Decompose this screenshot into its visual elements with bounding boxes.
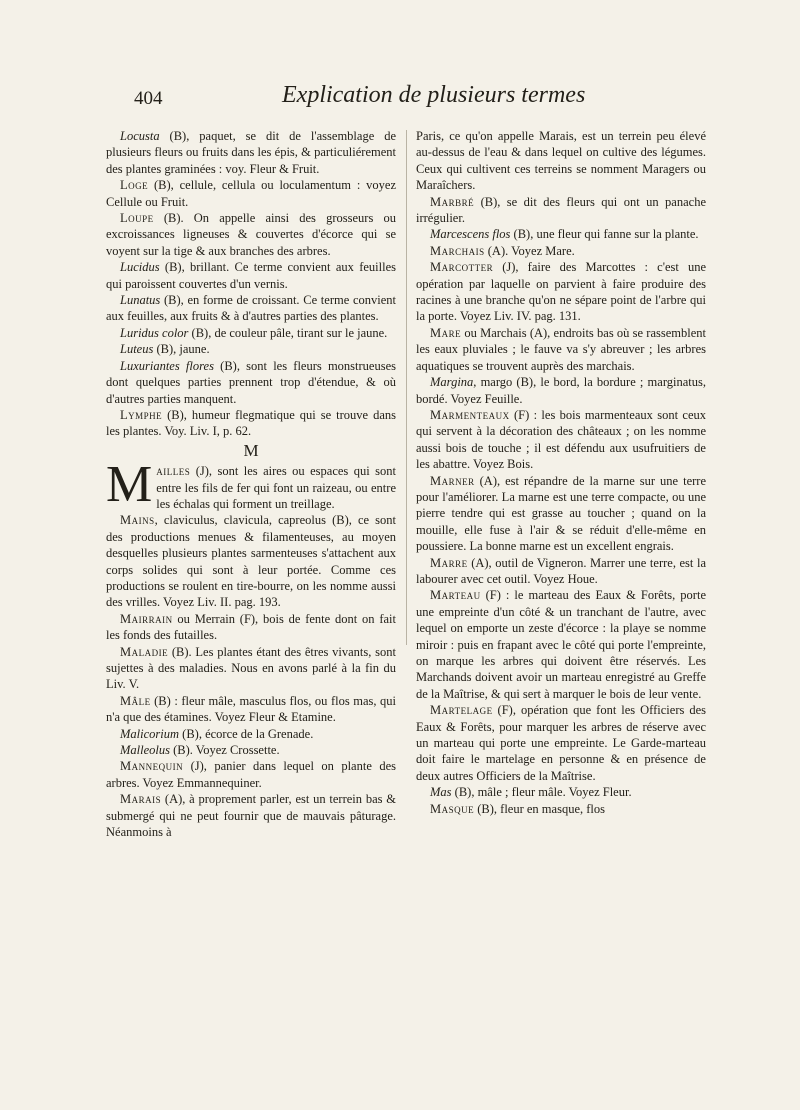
entry-headword: Mâle	[120, 693, 151, 708]
dictionary-entry	[106, 693, 396, 726]
left-entries-before	[106, 128, 396, 440]
entry-text: (A), outil de Vigneron. Marrer une terre, est la labourer avec cet outil. Voyez Houe.	[416, 555, 706, 586]
dictionary-entry	[416, 702, 706, 784]
dictionary-entry	[416, 801, 706, 817]
dictionary-entry	[416, 374, 706, 407]
column-divider	[406, 130, 407, 645]
dictionary-entry	[106, 358, 396, 407]
entry-headword: Lucidus	[120, 260, 160, 275]
entry-text: (F) : le marteau des Eaux & Forêts, porte une empreinte d'un côté & un tranchant de l'autre, avec lequel on emporte un zeste d'écorce : la playe se nomme miroir : puis en frapant avec le côté qui porte l'empreinte, on marque les arbres qui doivent être réservés. Les Marchands doivent avoir un marteau enregistré au Greffe de la Maîtrise, & qui sert à marquer le bois de leur vente.	[416, 588, 706, 701]
dictionary-entry	[106, 758, 396, 791]
dictionary-entry	[416, 473, 706, 555]
entry-text: (B). Les plantes étant des êtres vivants, sont sujettes à des maladies. Nous en avons parlé à la fin du Liv. V.	[106, 644, 396, 692]
entry-headword: Mannequin	[120, 759, 184, 774]
entry-headword: Mare	[430, 325, 462, 340]
entry-text: (F) : les bois marmenteaux sont ceux qui servent à la décoration des châteaux ; on les nomme aussi bois de touche ; il est défendu aux usufruitiers de les abattre. Voyez Bois.	[416, 407, 706, 472]
dictionary-entry	[416, 555, 706, 588]
entry-headword: Loupe	[120, 211, 154, 226]
entry-headword: Mains	[120, 513, 155, 528]
entry-headword: Marcotter	[430, 260, 494, 275]
dropcap-entry	[106, 456, 396, 514]
entry-text: (B), se dit des fleurs qui ont un panache irrégulier.	[416, 194, 706, 226]
entry-headword: Margina	[430, 375, 474, 390]
entry-headword: Marteau	[430, 588, 481, 603]
dictionary-entry	[416, 784, 706, 800]
entry-text: (B), jaune.	[153, 342, 210, 357]
page-header	[134, 82, 714, 118]
entry-text: (B), écorce de la Grenade.	[179, 726, 314, 741]
entry-headword: Malleolus	[120, 743, 170, 758]
dictionary-entry	[416, 243, 706, 259]
right-column	[416, 128, 706, 817]
left-entries-after	[106, 512, 396, 840]
entry-text: (J), panier dans lequel on plante des arbres. Voyez Emmannequiner.	[106, 759, 396, 790]
dictionary-entry	[106, 292, 396, 325]
continuation-text: Paris, ce qu'on appelle Marais, est un terrein peu élevé au-dessus de l'eau & dans lequel on cultive des légumes. Ceux qui cultivent ces terreins se nomment Maragers ou Maraîchers.	[416, 129, 706, 193]
entry-text: (F), opération que font les Officiers des Eaux & Forêts, pour marquer les arbres de réserve avec un marteau qui porte une empreinte. Le Garde-marteau doit faire le martelage en personne & en présence de deux autres Officiers de la Maîtrise.	[416, 703, 706, 783]
entry-headword: Martelage	[430, 703, 493, 718]
entry-headword: Locusta	[120, 129, 160, 143]
entry-headword: Marbré	[430, 194, 475, 209]
entry-headword: Lymphe	[120, 407, 163, 422]
entry-text: (B), mâle ; fleur mâle. Voyez Fleur.	[451, 785, 632, 800]
entry-headword: Loge	[120, 178, 149, 193]
entry-headword: Mairrain	[120, 611, 173, 626]
entry-headword: Marner	[430, 473, 475, 488]
left-column	[106, 128, 396, 840]
entry-text: (B), paquet, se dit de l'assemblage de plusieurs fleurs ou fruits dans les épis, & particuliérement des plantes graminées : voy. Fleur & Fruit.	[106, 129, 396, 176]
entry-headword: Lunatus	[120, 293, 161, 308]
entry-headword: Luteus	[120, 342, 154, 357]
entry-text: (B), de couleur pâle, tirant sur le jaune.	[188, 325, 388, 340]
entry-text: (A). Voyez Mare.	[484, 243, 575, 258]
dictionary-entry	[106, 259, 396, 292]
section-letter: M	[243, 440, 259, 460]
entry-text: (B). On appelle ainsi des grosseurs ou excroissances ligneuses & couvertes d'écorce qui se voyent sur la tige & aux branches des arbres.	[106, 211, 396, 258]
entry-text: (J), sont les aires ou espaces qui sont entre les fils de fer qui font un raizeau, ou entre les échalas qui forment un treillage.	[156, 464, 396, 511]
entry-text: (A), à proprement parler, est un terrein bas & submergé qui ne peut fournir que de mauvais pâturage. Néanmoins à	[106, 792, 396, 840]
dropcap-letter: M	[106, 456, 153, 514]
entry-headword: Luxuriantes flores	[120, 358, 214, 373]
entry-text: (B), sont les fleurs monstrueuses dont quelques parties prennent trop d'étendue, & où d'autres parties manquent.	[106, 358, 397, 406]
entry-text: (B), brillant. Ce terme convient aux feuilles qui paroissent couvertes d'un vernis.	[106, 260, 396, 291]
entry-text: (B), une fleur qui fanne sur la plante.	[510, 227, 699, 242]
entry-text: ou Merrain (F), bois de fente dont on fait les fonds des futailles.	[106, 611, 396, 643]
entry-text: (B), en forme de croissant. Ce terme convient aux feuilles, aux fruits & à d'autres parties des plantes.	[106, 293, 396, 324]
entry-headword: Marais	[120, 792, 162, 807]
entry-text: (J), faire des Marcottes : c'est une opération par laquelle on parvient à faire produire des racines à une branche qu'on ne sépare point de l'arbre qui la porte. Voyez Liv. IV. pag. 131.	[416, 260, 706, 324]
dictionary-entry	[106, 644, 396, 693]
entry-text: ou Marchais (A), endroits bas où se rassemblent les eaux pluviales ; le fauve va s'y abreuver ; les arbres aquatiques se trouvent auprès des marchais.	[416, 325, 706, 373]
dictionary-entry	[106, 791, 396, 840]
entry-text: (B), humeur flegmatique qui se trouve dans les plantes. Voy. Liv. I, p. 62.	[106, 407, 396, 439]
dictionary-entry	[106, 341, 396, 357]
entry-headword: Marcescens flos	[430, 227, 511, 242]
entry-text: (A), est répandre de la marne sur une terre pour l'améliorer. La marne est une terre compacte, ou une pierre tendre qui est grasse au toucher ; quand on la mouille, elle fuse à l'air & se réduit d'elle-même en poussiere. La bonne marne est un excellent engrais.	[416, 473, 706, 554]
dictionary-entry	[416, 194, 706, 227]
entry-text: (B) : fleur mâle, masculus flos, ou flos mas, qui n'a que des étamines. Voyez Fleur & Etamine.	[106, 693, 396, 725]
page-number: 404	[134, 88, 163, 109]
entry-headword: Mas	[430, 785, 452, 800]
dictionary-entry	[106, 325, 396, 341]
right-entries	[416, 194, 706, 817]
entry-text: , claviculus, clavicula, capreolus (B), ce sont des productions menues & filamenteuses, au moyen desquelles plusieurs plantes sarmenteuses s'attachent aux corps solides qui sont à leur portée. Comme ces productions se roulent en tire-bourre, on les nomme aussi des vrilles. Voyez Liv. II. pag. 193.	[106, 513, 396, 610]
dictionary-entry	[106, 407, 396, 440]
dictionary-entry	[106, 210, 396, 259]
dictionary-entry	[416, 587, 706, 702]
dictionary-entry	[106, 742, 396, 758]
running-title: Explication de plusieurs termes	[282, 82, 586, 108]
dictionary-entry	[106, 512, 396, 610]
entry-headword: Luridus color	[120, 325, 189, 340]
entry-headword: Malicorium	[120, 726, 180, 741]
entry-headword: Marre	[430, 555, 468, 570]
entry-text: (B), cellule, cellula ou loculamentum : voyez Cellule ou Fruit.	[106, 178, 396, 209]
entry-headword: Marmenteaux	[430, 407, 510, 422]
dictionary-entry	[106, 726, 396, 742]
entry-headword: Maladie	[120, 644, 169, 659]
entry-text: (B), fleur en masque, flos	[474, 801, 605, 816]
dictionary-entry	[106, 128, 396, 177]
dictionary-entry	[106, 177, 396, 210]
dictionary-entry	[416, 407, 706, 473]
entry-headword: ailles	[156, 464, 191, 479]
dictionary-entry	[416, 259, 706, 325]
entry-text: (B). Voyez Crossette.	[170, 743, 280, 758]
entry-headword: Marchais	[430, 243, 485, 258]
dictionary-entry	[416, 226, 706, 242]
dictionary-entry	[106, 611, 396, 644]
entry-text: , margo (B), le bord, la bordure ; marginatus, bordé. Voyez Feuille.	[416, 375, 706, 406]
entry-headword: Masque	[430, 801, 475, 816]
dictionary-entry	[416, 325, 706, 374]
